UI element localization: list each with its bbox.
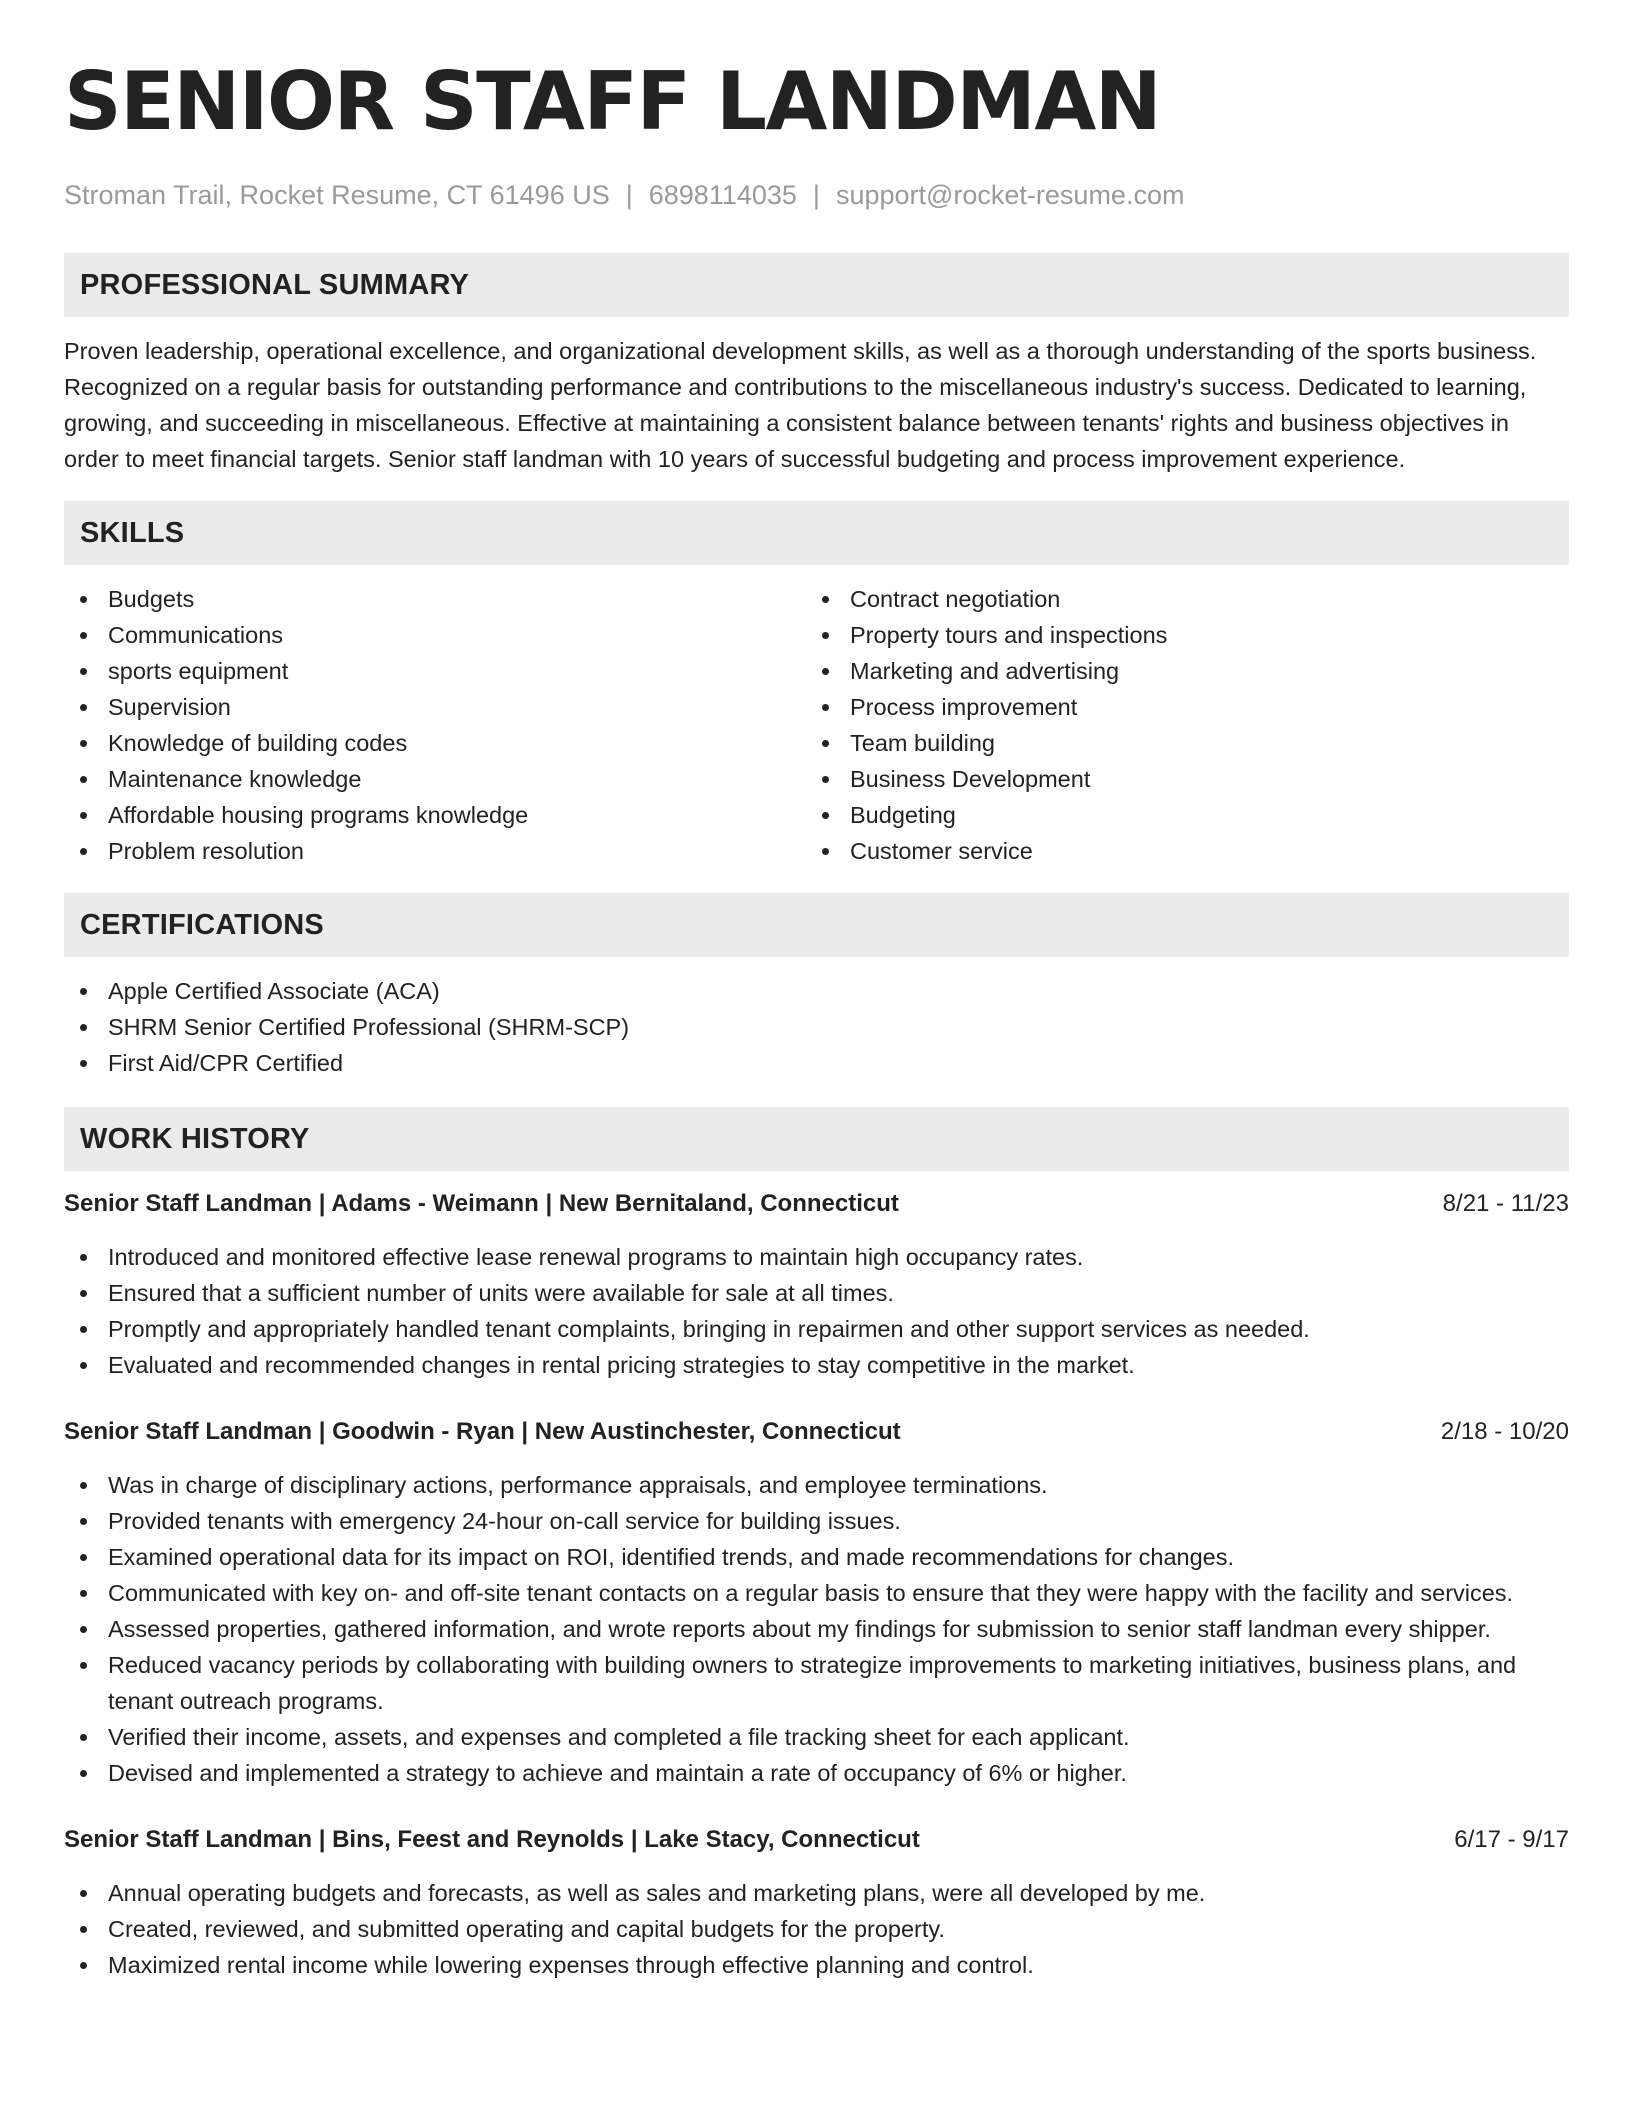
skill-item: Process improvement [806,689,1548,725]
skill-item: Communications [64,617,806,653]
skills-grid [64,581,1569,869]
skill-item: Supervision [64,689,806,725]
job-bullets [64,1875,1569,1983]
job-title: Senior Staff Landman | Adams - Weimann | New Bernitaland, Connecticut [64,1190,899,1217]
skill-item: Property tours and inspections [806,617,1548,653]
skill-item: Knowledge of building codes [64,725,806,761]
skills-list-left [64,581,806,869]
job-title: Senior Staff Landman | Goodwin - Ryan | New Austinchester, Connecticut [64,1418,901,1445]
contact-address: Stroman Trail, Rocket Resume, CT 61496 US [64,180,610,210]
skill-item: Budgeting [806,797,1548,833]
job-entry [64,1187,1569,1383]
skill-item: Maintenance knowledge [64,761,806,797]
certification-item: SHRM Senior Certified Professional (SHRM-SCP) [64,1009,1569,1045]
job-bullet: Provided tenants with emergency 24-hour on-call service for building issues. [64,1503,1569,1539]
job-title: Senior Staff Landman | Bins, Feest and Reynolds | Lake Stacy, Connecticut [64,1826,920,1853]
job-dates: 2/18 - 10/20 [1440,1418,1569,1445]
contact-line [64,178,1569,212]
skills-list-right [806,581,1548,869]
skill-item: Contract negotiation [806,581,1548,617]
job-bullet: Reduced vacancy periods by collaborating with building owners to strategize improvements to marketing initiatives, business plans, and tenant outreach programs. [64,1647,1569,1719]
job-bullets [64,1239,1569,1383]
skill-item: Team building [806,725,1548,761]
section-header-work-history: WORK HISTORY [64,1107,1569,1171]
section-header-summary: PROFESSIONAL SUMMARY [64,253,1569,317]
job-entry [64,1823,1569,1983]
job-bullet: Devised and implemented a strategy to achieve and maintain a rate of occupancy of 6% or higher. [64,1755,1569,1791]
skill-item: Budgets [64,581,806,617]
skill-item: sports equipment [64,653,806,689]
job-bullet: Assessed properties, gathered information, and wrote reports about my findings for submission to senior staff landman every shipper. [64,1611,1569,1647]
job-bullet: Examined operational data for its impact on ROI, identified trends, and made recommendations for changes. [64,1539,1569,1575]
job-dates: 8/21 - 11/23 [1442,1190,1569,1217]
job-header [64,1187,1569,1221]
skill-item: Marketing and advertising [806,653,1548,689]
certifications-list [64,973,1569,1081]
job-header [64,1415,1569,1449]
certification-item: Apple Certified Associate (ACA) [64,973,1569,1009]
job-dates: 6/17 - 9/17 [1454,1826,1569,1853]
section-header-certifications: CERTIFICATIONS [64,893,1569,957]
job-bullet: Promptly and appropriately handled tenant complaints, bringing in repairmen and other support services as needed. [64,1311,1569,1347]
job-header [64,1823,1569,1857]
job-bullet: Maximized rental income while lowering expenses through effective planning and control. [64,1947,1569,1983]
skill-item: Affordable housing programs knowledge [64,797,806,833]
candidate-name: SENIOR STAFF LANDMAN [64,55,1161,148]
job-bullet: Was in charge of disciplinary actions, performance appraisals, and employee terminations. [64,1467,1569,1503]
skill-item: Business Development [806,761,1548,797]
job-bullet: Communicated with key on- and off-site tenant contacts on a regular basis to ensure that they were happy with the facility and services. [64,1575,1569,1611]
job-bullet: Verified their income, assets, and expenses and completed a file tracking sheet for each applicant. [64,1719,1569,1755]
contact-phone: 6898114035 [648,180,797,210]
skill-item: Customer service [806,833,1548,869]
contact-email: support@rocket-resume.com [835,180,1185,210]
job-bullet: Annual operating budgets and forecasts, as well as sales and marketing plans, were all developed by me. [64,1875,1569,1911]
certification-item: First Aid/CPR Certified [64,1045,1569,1081]
job-bullets [64,1467,1569,1791]
summary-text: Proven leadership, operational excellence, and organizational development skills, as well as a thorough understanding of the sports business. Recognized on a regular basis for outstanding performance and contributions to the miscellaneous industry's success. Dedicated to learning, growing, and succeeding in miscellaneous. Effective at maintaining a consistent balance between tenants' rights and business objectives in order to meet financial targets. Senior staff landman with 10 years of successful budgeting and process improvement experience. [64,338,1537,472]
job-entry [64,1415,1569,1791]
job-bullet: Evaluated and recommended changes in rental pricing strategies to stay competitive in the market. [64,1347,1569,1383]
job-bullet: Ensured that a sufficient number of units were available for sale at all times. [64,1275,1569,1311]
job-bullet: Created, reviewed, and submitted operating and capital budgets for the property. [64,1911,1569,1947]
contact-separator: | [625,180,633,210]
contact-separator: | [812,180,820,210]
skill-item: Problem resolution [64,833,806,869]
section-header-skills: SKILLS [64,501,1569,565]
job-bullet: Introduced and monitored effective lease renewal programs to maintain high occupancy rates. [64,1239,1569,1275]
